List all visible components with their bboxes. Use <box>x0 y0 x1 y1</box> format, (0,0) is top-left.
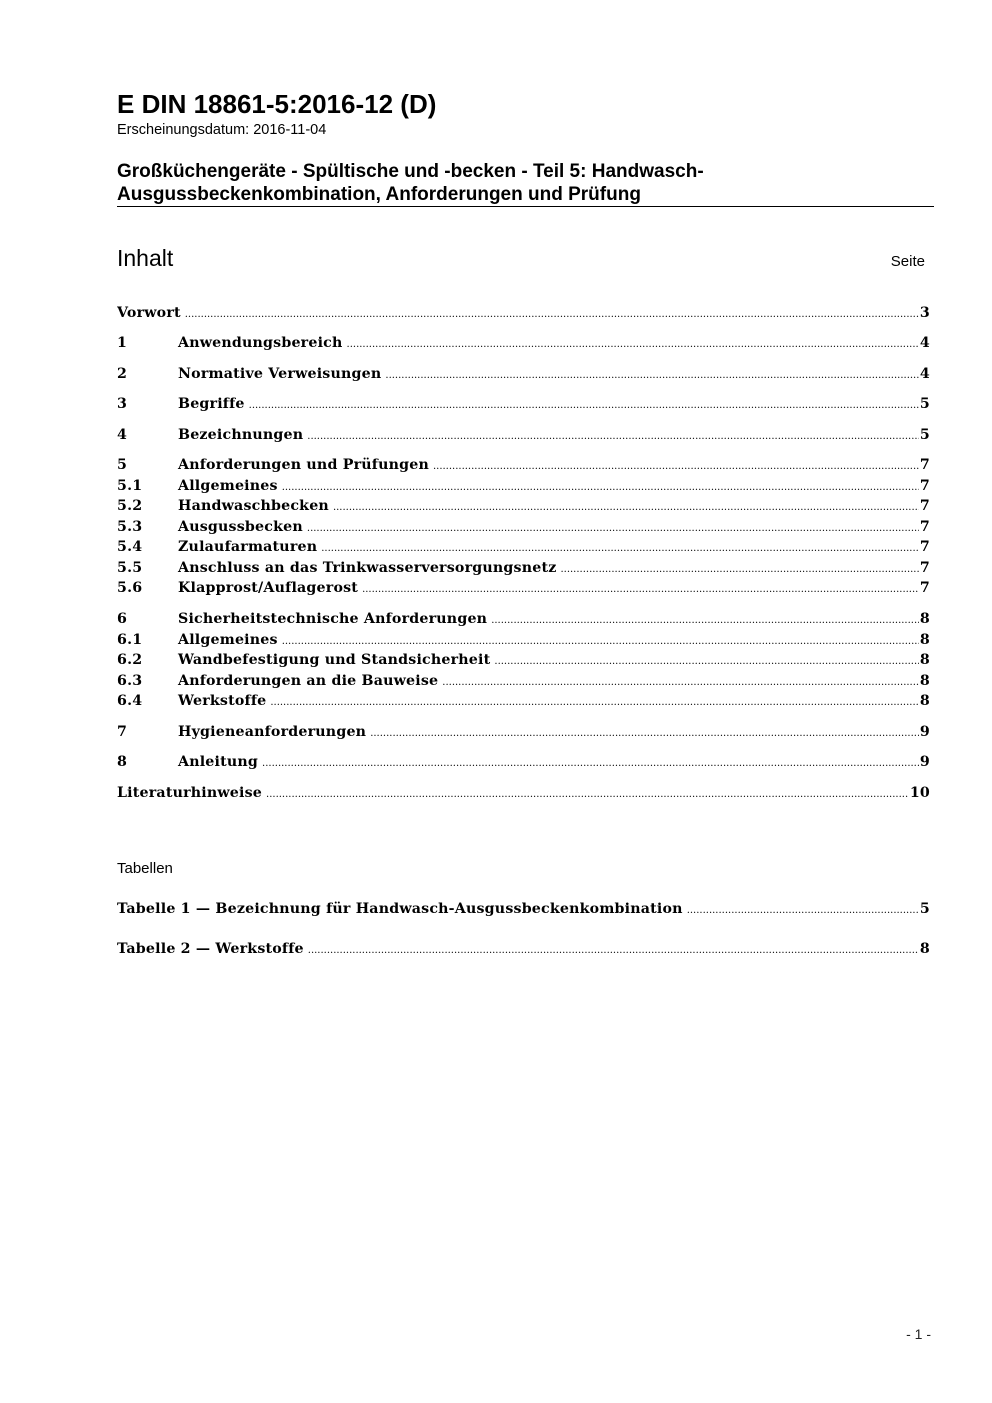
toc-number: 2 <box>117 366 128 382</box>
toc-entry[interactable] <box>117 630 930 650</box>
toc-leader <box>307 519 919 537</box>
toc-number: 5.5 <box>117 560 143 576</box>
toc-page: 8 <box>919 632 930 648</box>
toc-number: 4 <box>117 427 128 443</box>
toc-entry[interactable] <box>117 558 930 578</box>
toc-leader <box>270 693 919 711</box>
toc-leader <box>370 724 919 742</box>
table-list-entry[interactable] <box>117 899 930 919</box>
toc-entry[interactable] <box>117 537 930 557</box>
toc-entry[interactable] <box>117 752 930 772</box>
toc-label: Anschluss an das Trinkwasserversorgungsnetz <box>178 560 557 576</box>
toc-number: 6 <box>117 611 128 627</box>
toc-label: Anforderungen an die Bauweise <box>178 673 439 689</box>
toc-leader <box>249 396 919 414</box>
toc-label: Anforderungen und Prüfungen <box>178 457 429 473</box>
toc-label: Anwendungsbereich <box>178 335 343 351</box>
toc-entry[interactable] <box>117 455 930 475</box>
toc-number: 6.4 <box>117 693 143 709</box>
toc-label: Literaturhinweise <box>117 785 263 801</box>
toc-entry[interactable] <box>117 578 930 598</box>
toc-number: 5.1 <box>117 478 143 494</box>
toc-label: Hygieneanforderungen <box>178 724 367 740</box>
toc-entry[interactable] <box>117 476 930 496</box>
table-entry-page: 8 <box>919 941 930 957</box>
toc-entry[interactable] <box>117 609 930 629</box>
toc-page: 8 <box>919 652 930 668</box>
toc-leader <box>307 427 919 445</box>
toc-leader <box>333 498 919 516</box>
toc-page: 7 <box>919 478 930 494</box>
toc-page: 10 <box>909 785 930 801</box>
toc-page: 9 <box>919 754 930 770</box>
toc-entry[interactable] <box>117 394 930 414</box>
toc-label: Allgemeines <box>178 632 278 648</box>
toc-label: Normative Verweisungen <box>178 366 382 382</box>
toc-page: 4 <box>919 366 930 382</box>
toc-number: 7 <box>117 724 128 740</box>
toc-leader <box>687 901 919 919</box>
toc-page: 7 <box>919 560 930 576</box>
toc-leader <box>491 611 919 629</box>
toc-leader <box>560 560 918 578</box>
toc-number: 3 <box>117 396 128 412</box>
toc-leader <box>347 335 919 353</box>
toc-label: Begriffe <box>178 396 245 412</box>
toc-entry[interactable] <box>117 333 930 353</box>
toc-label: Klapprost/Auflagerost <box>178 580 359 596</box>
toc-label: Werkstoffe <box>178 693 267 709</box>
toc-page: 7 <box>919 498 930 514</box>
tables-heading: Tabellen <box>117 860 173 877</box>
toc-leader <box>362 580 919 598</box>
toc-entry[interactable] <box>117 364 930 384</box>
toc-entry[interactable] <box>117 691 930 711</box>
toc-entry[interactable] <box>117 650 930 670</box>
toc-label: Sicherheitstechnische Anforderungen <box>178 611 488 627</box>
contents-heading: Inhalt <box>117 245 174 271</box>
toc-label: Handwaschbecken <box>178 498 329 514</box>
footer-page-number: - 1 - <box>906 1326 931 1342</box>
toc-label: Allgemeines <box>178 478 278 494</box>
toc-number: 8 <box>117 754 128 770</box>
table-entry-label: Tabelle 2 — Werkstoffe <box>117 941 304 957</box>
toc-entry[interactable] <box>117 425 930 445</box>
toc-number: 6.2 <box>117 652 143 668</box>
toc-page: 8 <box>919 611 930 627</box>
table-list-entry[interactable] <box>117 939 930 959</box>
toc-page: 7 <box>919 457 930 473</box>
toc-leader <box>385 366 919 384</box>
toc-leader <box>185 305 919 323</box>
page-column-label: Seite <box>890 253 925 270</box>
toc-number: 6.1 <box>117 632 143 648</box>
toc-leader <box>494 652 919 670</box>
toc-number: 5 <box>117 457 128 473</box>
doc-id: E DIN 18861-5:2016-12 (D) <box>117 89 437 119</box>
toc-entry[interactable] <box>117 671 930 691</box>
toc-leader <box>321 539 919 557</box>
toc-leader <box>442 673 919 691</box>
publication-date: Erscheinungsdatum: 2016-11-04 <box>117 122 327 138</box>
toc-entry[interactable] <box>117 722 930 742</box>
title-rule <box>117 206 934 207</box>
toc-entry[interactable] <box>117 303 930 323</box>
toc-leader <box>262 754 919 772</box>
toc-page: 4 <box>919 335 930 351</box>
toc-number: 6.3 <box>117 673 143 689</box>
toc-number: 5.2 <box>117 498 143 514</box>
toc-number: 5.6 <box>117 580 143 596</box>
toc-page: 3 <box>919 305 930 321</box>
toc-label: Anleitung <box>178 754 259 770</box>
toc-number: 1 <box>117 335 128 351</box>
toc-leader <box>282 632 919 650</box>
document-title: Großküchengeräte - Spültische und -becken - Teil 5: Handwasch-Ausgussbeckenkombination, Anforderungen und Prüfung <box>117 161 704 205</box>
toc-leader <box>433 457 919 475</box>
toc-number: 5.3 <box>117 519 143 535</box>
toc-leader <box>282 478 919 496</box>
toc-page: 7 <box>919 519 930 535</box>
toc-page: 5 <box>919 396 930 412</box>
toc-entry[interactable] <box>117 783 930 803</box>
toc-page: 7 <box>919 580 930 596</box>
toc-number: 5.4 <box>117 539 143 555</box>
table-entry-page: 5 <box>919 901 930 917</box>
toc-label: Bezeichnungen <box>178 427 304 443</box>
toc-label: Ausgussbecken <box>178 519 303 535</box>
toc-page: 7 <box>919 539 930 555</box>
toc-leader <box>266 785 909 803</box>
toc-page: 8 <box>919 673 930 689</box>
toc-page: 9 <box>919 724 930 740</box>
toc-label: Zulaufarmaturen <box>178 539 318 555</box>
toc-label: Vorwort <box>117 305 181 321</box>
toc-leader <box>308 941 919 959</box>
toc-page: 5 <box>919 427 930 443</box>
toc-entry[interactable] <box>117 496 930 516</box>
toc-entry[interactable] <box>117 517 930 537</box>
toc-label: Wandbefestigung und Standsicherheit <box>178 652 491 668</box>
table-entry-label: Tabelle 1 — Bezeichnung für Handwasch-Ausgussbeckenkombination <box>117 901 683 917</box>
toc-page: 8 <box>919 693 930 709</box>
